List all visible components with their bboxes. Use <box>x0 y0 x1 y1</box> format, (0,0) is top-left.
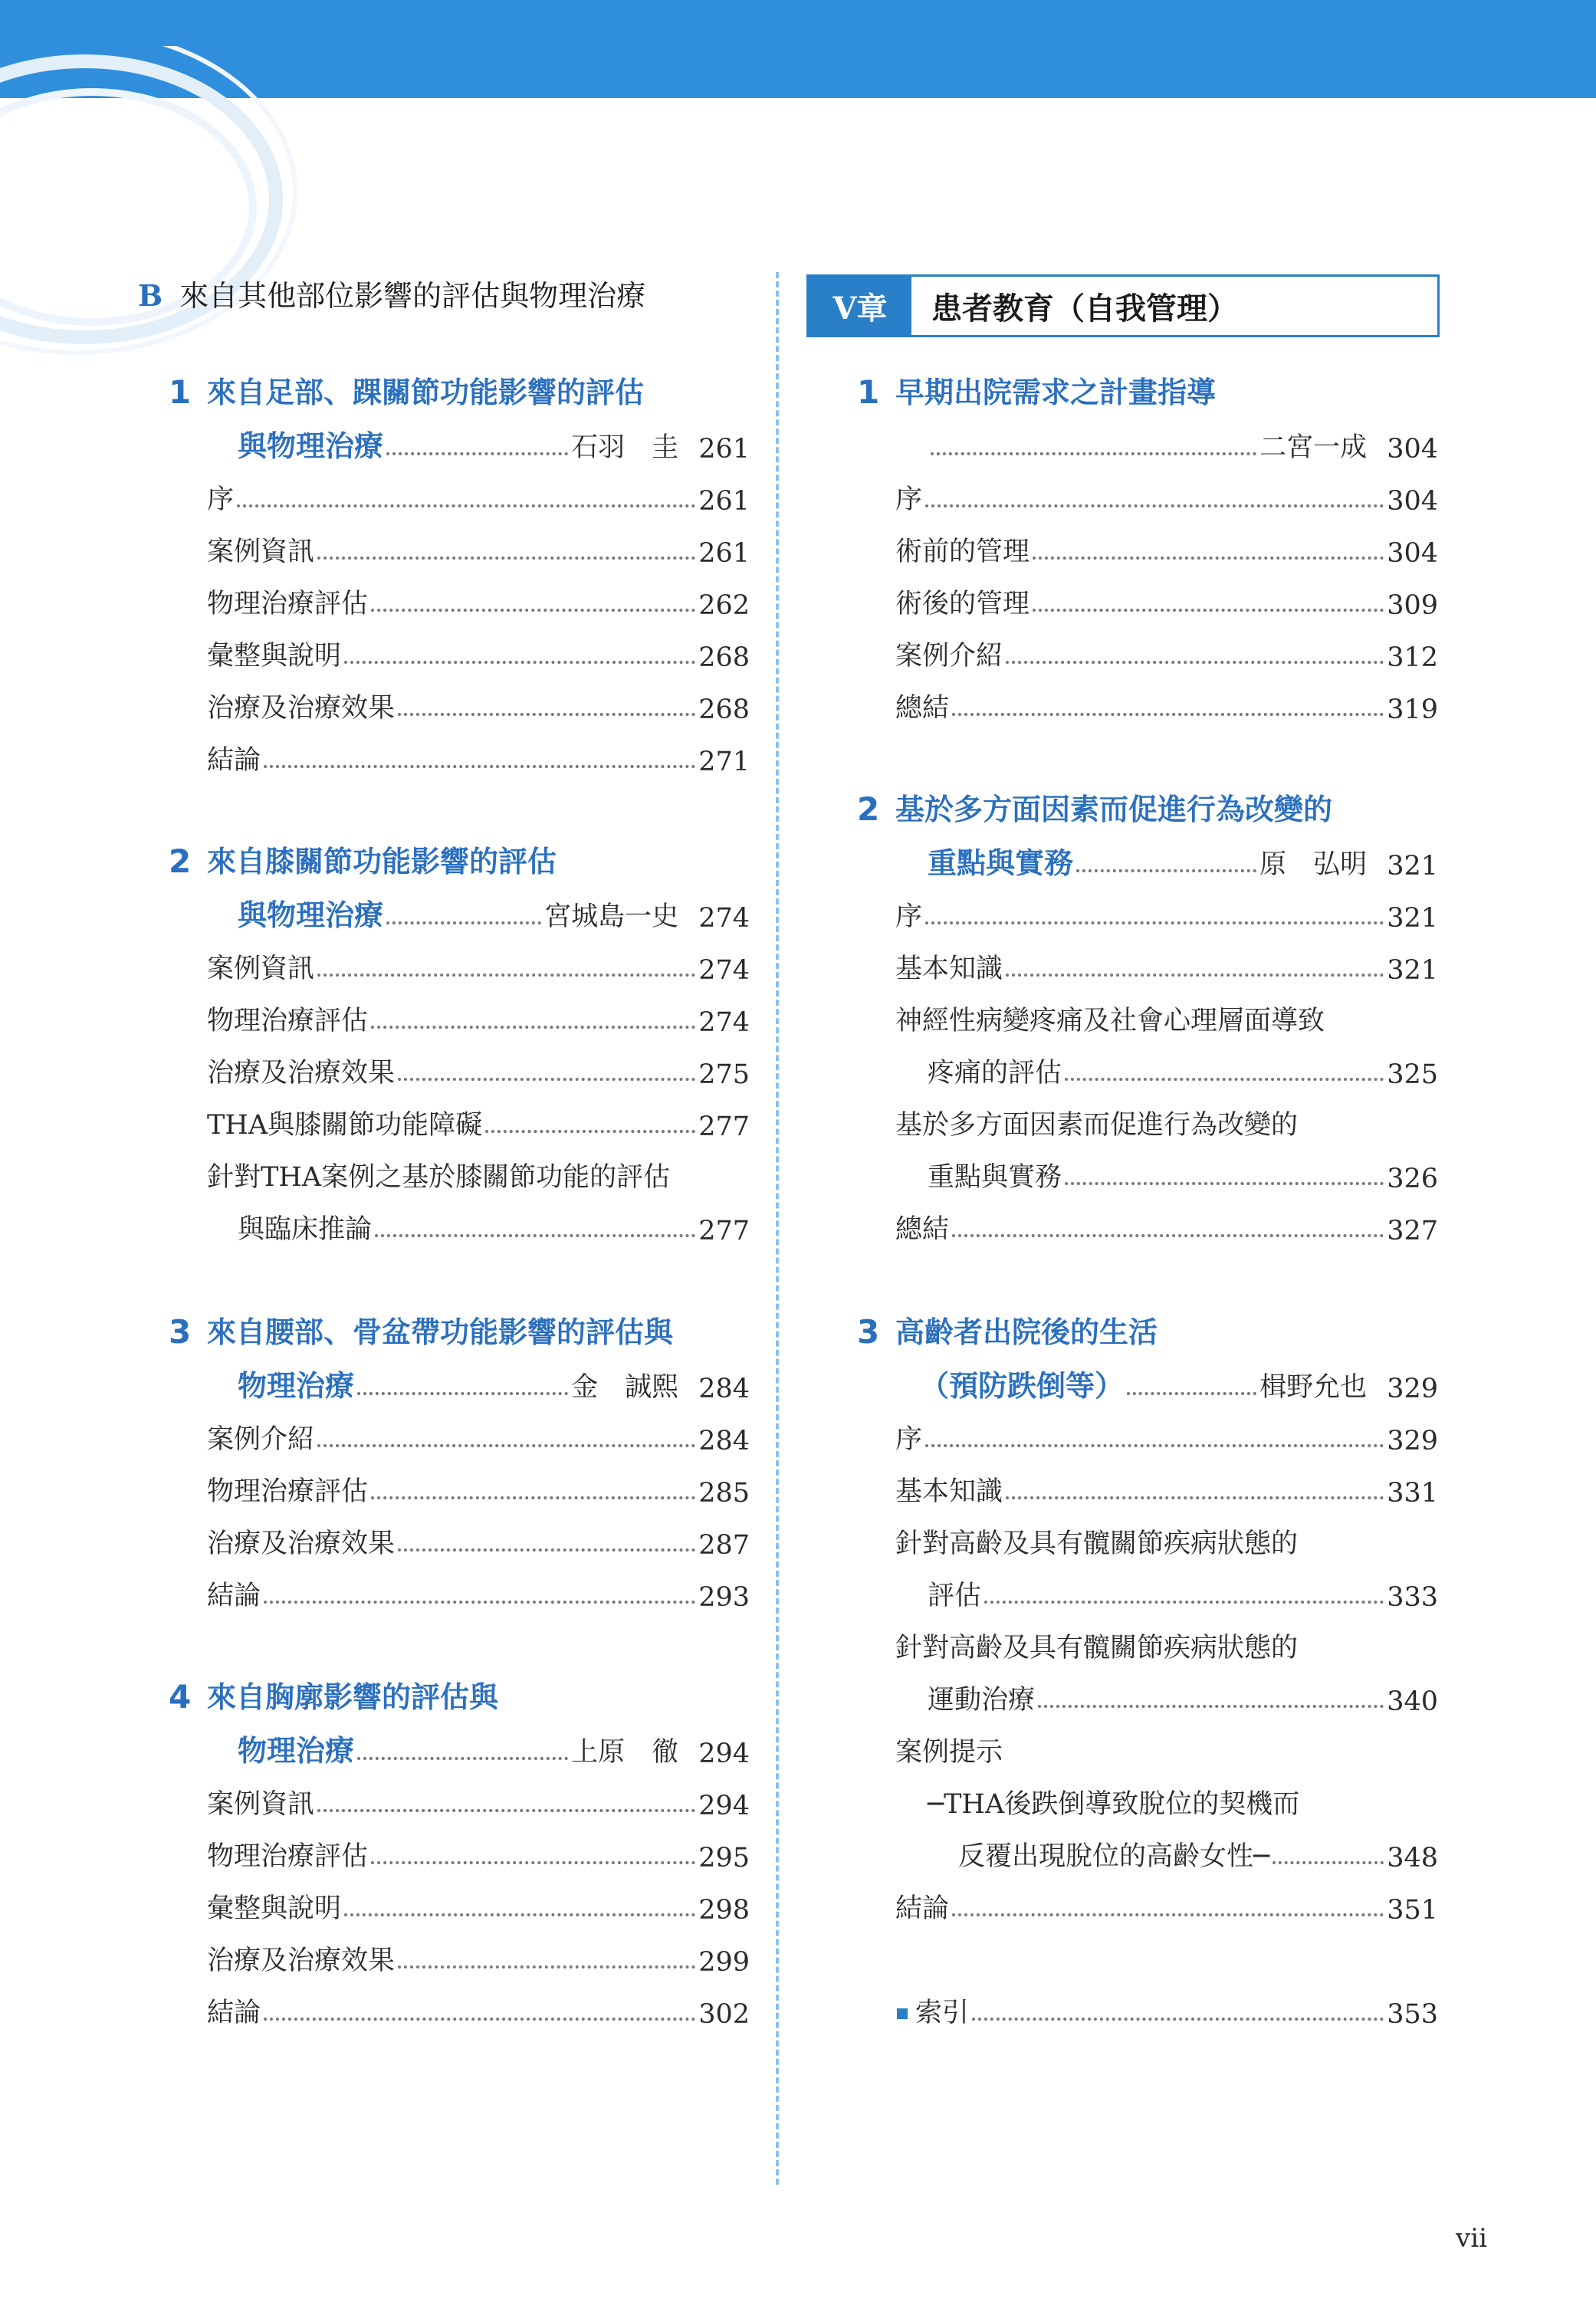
toc-item-line[interactable]: 針對高齡及具有髖關節疾病狀態的 <box>895 1529 1299 1559</box>
toc-item[interactable]: 結論 302 <box>207 1998 750 2030</box>
toc-entry[interactable]: 二宮一成 304 <box>928 422 1438 465</box>
entry-number: 2 <box>857 790 880 828</box>
toc-item[interactable]: 彙整與說明 298 <box>207 1893 750 1926</box>
toc-item[interactable]: 與臨床推論 277 <box>238 1214 750 1246</box>
toc-item[interactable]: 彙整與說明 268 <box>207 641 750 673</box>
toc-item[interactable]: 疼痛的評估 325 <box>928 1058 1438 1090</box>
entry-number: 3 <box>857 1313 880 1351</box>
toc-item-line[interactable]: 案例提示 <box>895 1737 1003 1768</box>
toc-item[interactable]: 案例資訊 261 <box>207 537 750 569</box>
toc-item[interactable]: 治療及治療效果 268 <box>207 693 750 725</box>
toc-item[interactable]: 術後的管理 309 <box>895 589 1438 621</box>
entry-title[interactable]: 來自足部、踝關節功能影響的評估 <box>207 375 645 409</box>
entry-title[interactable]: 來自胸廓影響的評估與 <box>207 1680 499 1714</box>
toc-item[interactable]: 治療及治療效果 287 <box>207 1529 750 1561</box>
toc-item[interactable]: 治療及治療效果 275 <box>207 1058 750 1090</box>
toc-item[interactable]: 反覆出現脫位的高齡女性─ 348 <box>958 1841 1438 1873</box>
toc-item[interactable]: 案例資訊 294 <box>207 1789 750 1821</box>
entry-author: 金 誠熙 <box>571 1372 679 1403</box>
entry-author: 上原 徹 <box>571 1737 679 1768</box>
toc-item[interactable]: 序 261 <box>207 484 750 517</box>
entry-number: 2 <box>169 842 192 880</box>
toc-item-line[interactable]: 針對高齡及具有髖關節疾病狀態的 <box>895 1633 1299 1663</box>
entry-title[interactable]: 基於多方面因素而促進行為改變的 <box>895 792 1333 826</box>
toc-item[interactable]: 結論 351 <box>895 1893 1438 1926</box>
toc-item[interactable]: 治療及治療效果 299 <box>207 1946 750 1978</box>
entry-title[interactable]: 早期出院需求之計畫指導 <box>895 375 1217 409</box>
entry-author: 宮城島一史 <box>544 901 679 932</box>
chapter-heading <box>806 274 1440 337</box>
toc-item[interactable]: 案例介紹 312 <box>895 641 1438 673</box>
toc-item-line[interactable]: 基於多方面因素而促進行為改變的 <box>895 1110 1299 1141</box>
toc-item[interactable]: 總結 327 <box>895 1214 1438 1246</box>
page-number: 261 <box>698 434 750 465</box>
section-b-heading <box>138 272 645 314</box>
entry-number: 1 <box>857 373 880 411</box>
toc-entry[interactable]: 物理治療 金 誠熙 284 <box>238 1361 750 1404</box>
toc-item[interactable]: 基本知識 331 <box>895 1476 1438 1509</box>
page-number-footer: vii <box>1456 2223 1487 2254</box>
square-bullet-icon <box>897 2008 908 2019</box>
toc-item[interactable]: 案例資訊 274 <box>207 954 750 986</box>
toc-item[interactable]: 物理治療評估 285 <box>207 1476 750 1509</box>
chapter-number: V章 <box>809 277 911 335</box>
toc-item-line[interactable]: 針對THA案例之基於膝關節功能的評估 <box>207 1162 671 1193</box>
toc-entry[interactable]: 物理治療 上原 徹 294 <box>238 1726 750 1769</box>
toc-entry[interactable]: 與物理治療 宮城島一史 274 <box>238 891 750 934</box>
toc-item[interactable]: THA與膝關節功能障礙 277 <box>207 1110 750 1142</box>
entry-number: 1 <box>169 373 192 411</box>
toc-item-line[interactable]: 神經性病變疼痛及社會心理層面導致 <box>895 1006 1325 1036</box>
toc-item[interactable]: 基本知識 321 <box>895 954 1438 986</box>
toc-item[interactable]: 物理治療評估 295 <box>207 1841 750 1873</box>
entry-title[interactable]: 來自膝關節功能影響的評估 <box>207 844 557 878</box>
toc-entry[interactable]: 重點與實務 原 弘明 321 <box>928 839 1438 882</box>
header-band <box>0 0 1596 98</box>
toc-entry[interactable]: （預防跌倒等） 楫野允也 329 <box>920 1361 1438 1404</box>
toc-item[interactable]: 序 321 <box>895 901 1438 934</box>
section-title: 來自其他部位影響的評估與物理治療 <box>179 279 646 313</box>
toc-item[interactable]: 評估 333 <box>928 1581 1438 1613</box>
toc-item[interactable]: 結論 293 <box>207 1581 750 1613</box>
entry-title[interactable]: 來自腰部、骨盆帶功能影響的評估與 <box>207 1315 674 1349</box>
toc-item[interactable]: 重點與實務 326 <box>928 1162 1438 1194</box>
toc-item[interactable]: 總結 319 <box>895 693 1438 725</box>
column-divider <box>776 272 779 2185</box>
entry-author: 楫野允也 <box>1259 1372 1368 1403</box>
toc-item[interactable]: 術前的管理 304 <box>895 537 1438 569</box>
chapter-title: 患者教育（自我管理） <box>931 291 1238 327</box>
toc-item[interactable]: 物理治療評估 262 <box>207 589 750 621</box>
entry-title[interactable]: 高齡者出院後的生活 <box>895 1315 1158 1349</box>
toc-item[interactable]: 結論 271 <box>207 745 750 777</box>
toc-item-index[interactable]: 索引 353 <box>897 1987 1438 2030</box>
entry-number: 3 <box>169 1313 192 1351</box>
section-letter: B <box>138 278 163 313</box>
toc-item[interactable]: 案例介紹 284 <box>207 1424 750 1456</box>
entry-number: 4 <box>169 1678 192 1716</box>
entry-author: 二宮一成 <box>1259 432 1368 463</box>
entry-author: 原 弘明 <box>1259 849 1368 880</box>
entry-title: 與物理治療 <box>238 429 384 463</box>
toc-item-line[interactable]: ─THA後跌倒導致脫位的契機而 <box>928 1789 1300 1820</box>
toc-entry[interactable] <box>238 422 750 465</box>
toc-item[interactable]: 序 304 <box>895 484 1438 517</box>
toc-item[interactable]: 序 329 <box>895 1424 1438 1456</box>
toc-item[interactable]: 運動治療 340 <box>928 1685 1438 1717</box>
entry-author: 石羽 圭 <box>571 432 679 463</box>
toc-item[interactable]: 物理治療評估 274 <box>207 1006 750 1038</box>
